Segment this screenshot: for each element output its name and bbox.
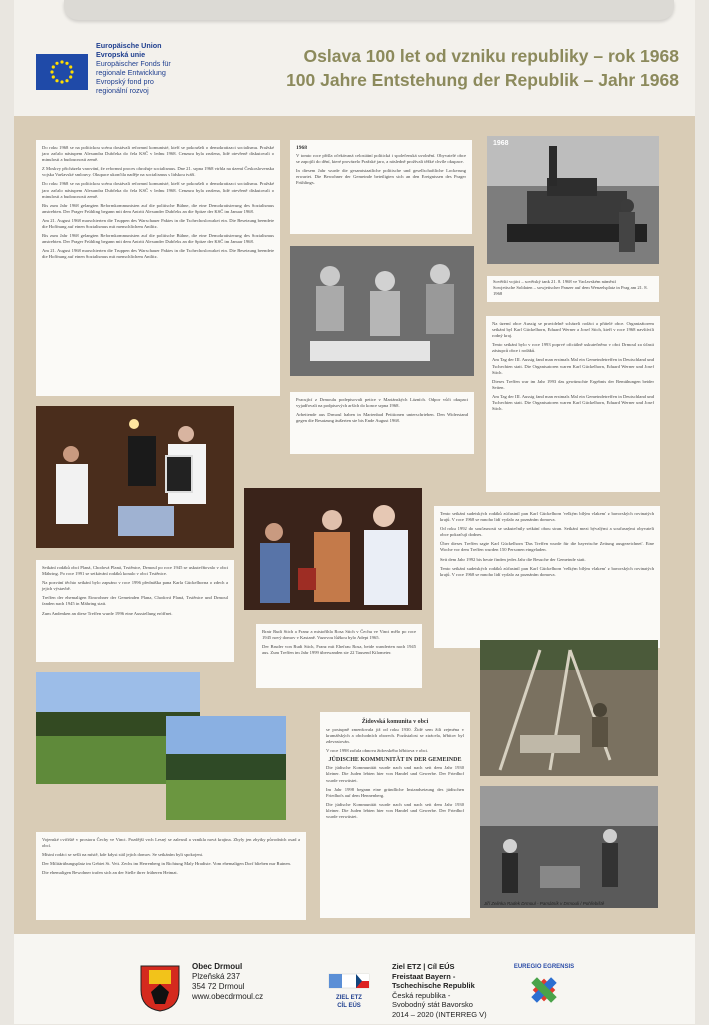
eu-line: regionale Entwicklung [96, 68, 166, 77]
poster [14, 0, 695, 1024]
eu-line: Evropský fond pro [96, 77, 154, 86]
paragraph: Zum Andenken an diese Treffen wurde 1996 eine Ausstellung eröffnet. [42, 610, 173, 616]
drmoul-crest-icon [139, 964, 181, 1012]
ziel-line: Svobodný stát Bavorsko [392, 1000, 473, 1009]
text-block-reunions [36, 560, 234, 662]
poster-footer [14, 934, 695, 1024]
caption-de: Sowjetische Soldaten – sowjetischer Panzer auf dem Wenzelsplatz in Prag am 21. 8. 1968 [493, 285, 648, 296]
section-heading: Židovská komunita v obci [361, 719, 429, 725]
paragraph: Seit dem Jahr 1992 bis heute finden jedes Jahr die Besuche der Gemeinde statt. [440, 556, 586, 562]
text-block-military-area [36, 832, 306, 920]
caption-cz: Sovětští vojáci – sovětský tank 21. 8. 1968 ve Vaclavském náměstí [493, 279, 616, 284]
photo-cemetery-restoration [480, 640, 658, 776]
paragraph: In diesem Jahr wurde die gesamtstaatliche politische und gesellschaftliche Lockerung erwartet. Die Bewohner der Gemeinde beteiligten sich an den Ereignissen des Prager Frühlings. [296, 168, 466, 186]
paragraph: Do roku 1968 se na politickou scénu dostávali reformní komunisté, kteří se pokoušeli o demokratizaci socialismu. Pražské jaro začalo nástupem Alexandra Dubčeka do čela KSČ v lednu 1968. Cenzura byla zrušena, lidé otevřeně diskutovali o minulosti a budoucnosti země. [42, 181, 274, 199]
paragraph: Am 21. August 1968 marschierten die Truppen des Warschauer Paktes in die Tschechoslowakei ein. Die Besetzung beendete die Hoffnung auf einen Sozialismus mit menschlichem Antlitz. [42, 217, 274, 230]
photo-cemetery-workers [480, 786, 658, 908]
ziel-program-text [392, 962, 487, 1019]
photo-couple-visitors [244, 488, 422, 610]
ziel-line: Freistaat Bayern - [392, 971, 456, 981]
photo-year-label: 1968 [493, 140, 509, 147]
euregio-egrensis-logo [514, 960, 574, 1020]
paragraph: Am Tag der III. Aussig fand man erstmals Mal ein Gemeindetreffen in Deutschland und Tschechien statt. Die Organisatoren waren Karl Gückelhorn, Eduard Werner und Josef Stich. [492, 393, 654, 412]
ziel-line: Česká republika - [392, 990, 451, 1000]
ziel-logo-label: ZIEL ETZ [336, 995, 362, 1001]
paragraph: Am Tag der III. Aussig fand man erstmals Mal ein Gemeindetreffen in Deutschland und Tschechien statt. Die Organisatoren waren Karl Gückelhorn, Eduard Werner und Josef Stich. [492, 357, 654, 375]
paragraph: Die ehemaligen Bewohner trafen sich an der Stelle ihrer früheren Heimat. [42, 870, 178, 876]
eu-flag-icon [36, 54, 88, 90]
paragraph: Z Moskvy přicházela varování, že reformní proces ohrožuje socialismus. Dne 21. srpna 1968 vtrhla na území Československa vojska Varšavské smlouvy. Okupace ukončila naděje na socialismus s lidskou tváří. [42, 166, 274, 178]
eu-line: regionální rozvoj [96, 86, 149, 95]
paragraph: Die jüdische Kommunität wurde nach und nach seit dem Jahr 1930 kleiner. Die Juden lebten hier von Handel und Gewerbe. Der Friedhof wurde verwüstet. [326, 801, 464, 820]
paragraph: Do roku 1968 se na politickou scénu dostávali reformní komunisté, kteří se pokoušeli o demokratizaci socialismu. Pražské jaro začalo nástupem Alexandra Dubčeka do čela KSČ v lednu 1968. Cenzura byla zrušena, lidé otevřeně diskutovali o minulosti a budoucnosti země. [42, 145, 274, 163]
poster-top-rail [64, 0, 674, 20]
photo-tank-1968 [487, 136, 659, 264]
ziel-line: 2014 – 2020 (INTERREG V) [392, 1009, 487, 1019]
paragraph: Dieses Treffen war im Jahr 1993 das gewünschte Ergebnis der Bemühungen beider Seiten. [492, 378, 654, 390]
poster-title [234, 44, 679, 92]
ziel-etz-logo [319, 972, 379, 1012]
paragraph: Treffen der ehemaligen Einwohner der Gemeinden Plana, Chodová Planá, Trstěnice und Drmoul fanden nach 1945 in Mähring statt. [42, 595, 228, 607]
paragraph: se postupně zmenšovala již od roku 1930. Židé sem žili zejména v kramářských a obchodních oborech. Pozůstalost se ztrácela, hřbitov byl zdevastován. [326, 727, 464, 745]
paragraph: Od roku 1992 do současnosti se uskutečnily setkání obou stran. Setkání mezi bývalými a současnými obyvateli obce pokračují dodnes. [440, 526, 654, 538]
photo-landscape-2 [166, 716, 286, 820]
text-block-meetings [486, 316, 660, 492]
paragraph: Pracující z Drmoulu podepisovali petice v Mariánských Lázních. Odpor vůči okupaci vyjadřovali na podpisových arších do konce srpna 1968. [296, 397, 468, 409]
paragraph: Místní rodáci se sešli na místě, kde kdysi stál jejich domov. Se setkáním byli spokojeni. [42, 852, 204, 858]
ziel-title: Ziel ETZ | Cíl EÚS [392, 962, 455, 971]
photo-caption-handwritten: Jiří Zelinka Radek Drmoul - Památník v Drmouli / Pohřebiště [484, 901, 605, 906]
caption-tank [487, 276, 659, 302]
eu-line: Europäische Union [96, 41, 162, 50]
poster-header [14, 22, 695, 116]
paragraph: Über dieses Treffen sagte Karl Gückelhorn 'Das Treffen wurde für die bayerische Zeitung ausgezeichnet'. Eine Woche vor dem Treffen wurden 150 Personen eingeladen. [440, 541, 654, 553]
eu-line: Europäischer Fonds für [96, 59, 171, 68]
obec-website: www.obecdrmoul.cz [192, 992, 264, 1001]
eu-line: Evropská unie [96, 50, 146, 59]
text-block-1968 [290, 140, 472, 234]
text-block-stich-family [256, 624, 422, 688]
photo-meeting-crowd [290, 246, 474, 376]
content-panel [14, 116, 695, 934]
title-german: 100 Jahre Entstehung der Republik – Jahr 1968 [286, 70, 679, 90]
obec-street: Plzeňská 237 [192, 972, 241, 981]
text-block-petition [290, 392, 474, 454]
title-czech: Oslava 100 let od vzniku republiky – rok 1968 [303, 46, 679, 66]
section-heading: JÜDISCHE KOMMUNITÄT IN DER GEMEINDE [328, 757, 462, 764]
paragraph: Am 21. August 1968 marschierten die Truppen des Warschauer Paktes in die Tschechoslowakei ein. Die Besetzung beendete die Hoffnung auf einen Sozialismus mit menschlichem Antlitz. [42, 248, 274, 260]
paragraph: Der Bruder von Rudi Stich, Franz mit Ehefrau Rosa, beide wanderten nach 1945 aus. Zum Treffen im Jahr 1999 überwanden sie 22 Tausend Kilometer. [262, 644, 416, 656]
photo-exhibition [36, 406, 234, 548]
paragraph: Bis zum Jahr 1968 gelangten Reformkommunisten auf die politische Bühne, die eine Demokratisierung des Sozialismus anstrebten. Der Prager Frühling begann mit dem Antritt Alexander Dubčeks an die Spitze der KSČ im Januar 1968. [42, 202, 274, 214]
paragraph: Tento setkání sudetských rodáků zúčastnil pan Karl Gückelhorn 'velkým bílým vlakem' z bavorských rovinatých krajů. V roce 1968 se mnoho lidí vydalo za poznáním domova. [440, 511, 654, 523]
paragraph: Bratr Rudi Stich a Franz a mistoříhla Rosa Stich v Čechu ve Vinci mělo po roce 1945 nový domov v Kastaně. Vazovou lůžkou bylo Adept 1965. [262, 629, 416, 641]
euregio-label: EUREGIO EGRENSIS [514, 964, 574, 970]
paragraph: V roce 1998 začala obnova židovského hřbitova v obci. [326, 748, 429, 754]
text-block-jewish-community [320, 712, 470, 918]
ziel-line: Tschechische Republik [392, 981, 475, 990]
obec-name: Obec Drmoul [192, 962, 243, 971]
paragraph: Vojenské cvičiště v prostoru Čechy ve Vinci. Pozdější vrch Lesný se zalesnil a vznikla nová krajina. Zbyly jen zbytky původních osad a obcí. [42, 837, 300, 849]
paragraph: Setkání rodáků obcí Planá, Chodová Planá, Trstěnice, Drmoul po roce 1945 se uskutečňovalo v obci Mähring. Po roce 1991 se setkávání rodáků konalo v obci Trstěnice. [42, 565, 228, 577]
paragraph: Bis zum Jahr 1968 gelangten Reformkommunisten auf die politische Bühne, die eine Demokratisierung des Sozialismus anstrebten. Der Prager Frühling begann mit dem Antritt Alexander Dubčeks an die Spitze der KSČ im Januar 1968. [42, 233, 274, 245]
paragraph: Die jüdische Kommunität wurde nach und nach seit dem Jahr 1930 kleiner. Die Juden lebten hier von Handel und Gewerbe. Der Friedhof wurde verwüstet. [326, 765, 464, 783]
paragraph: Arbeitende aus Drmoul haben in Marienbad Petitionen unterschrieben. Den Widerstand gegen die Besatzung äußerten sie bis Ende August 1968. [296, 412, 468, 424]
paragraph: Tento setkání sudetských rodáků zúčastnil pan Karl Gückelhorn 'velkým bílým vlakem' z bavorských rovinatých krajů. V roce 1968 se mnoho lidí vydalo za poznáním domova. [440, 565, 654, 577]
paragraph: Tento setkání bylo v roce 1993 poprvé oficiálně uskutečněno v obci Drmoul za účasti zástupců obce i rodáků. [492, 342, 654, 354]
year-label: 1968 [296, 145, 307, 151]
paragraph: Der Militärübungsplatz im Gebiet St. Veit. Zechs im Herrenberg in Richtung Maly Hradiste. Vom ehemaligen Dorf blieben nur Ruinen. [42, 861, 291, 867]
paragraph: V tomto roce přišla očekávaná celostátní politická i společenská uvolnění. Obyvatelé obce se zapojili do dění, které provázelo Pražské jaro, a následně prožívali těžké chvíle okupace. [296, 153, 466, 165]
obec-city: 354 72 Drmoul [192, 982, 245, 991]
eu-funding-text [96, 41, 216, 95]
text-block-intro [36, 140, 280, 396]
paragraph: Na pozvání těchto setkání bylo zapsáno v roce 1996 přednáška pana Karla Gückelhorna o zdech a jejich výstavbě. [42, 580, 228, 592]
obec-contact [192, 962, 263, 1002]
paragraph: Im Jahr 1998 begann eine gründliche Instandsetzung des jüdischen Friedhofs auf dem Hennenberg. [326, 786, 464, 798]
text-block-gueckelhorn [434, 506, 660, 648]
paragraph: Na území obce Aussig se pravidelně scházeli rodáci a přátelé obce. Organizátorem setkání byl Karl Gückelhorn, Eduard Werner a Josef Stich, kteří v roce 1968 navštívili rodný kraj. [492, 321, 654, 339]
ziel-logo-label-cz: CÍL EÚS [337, 1003, 361, 1009]
